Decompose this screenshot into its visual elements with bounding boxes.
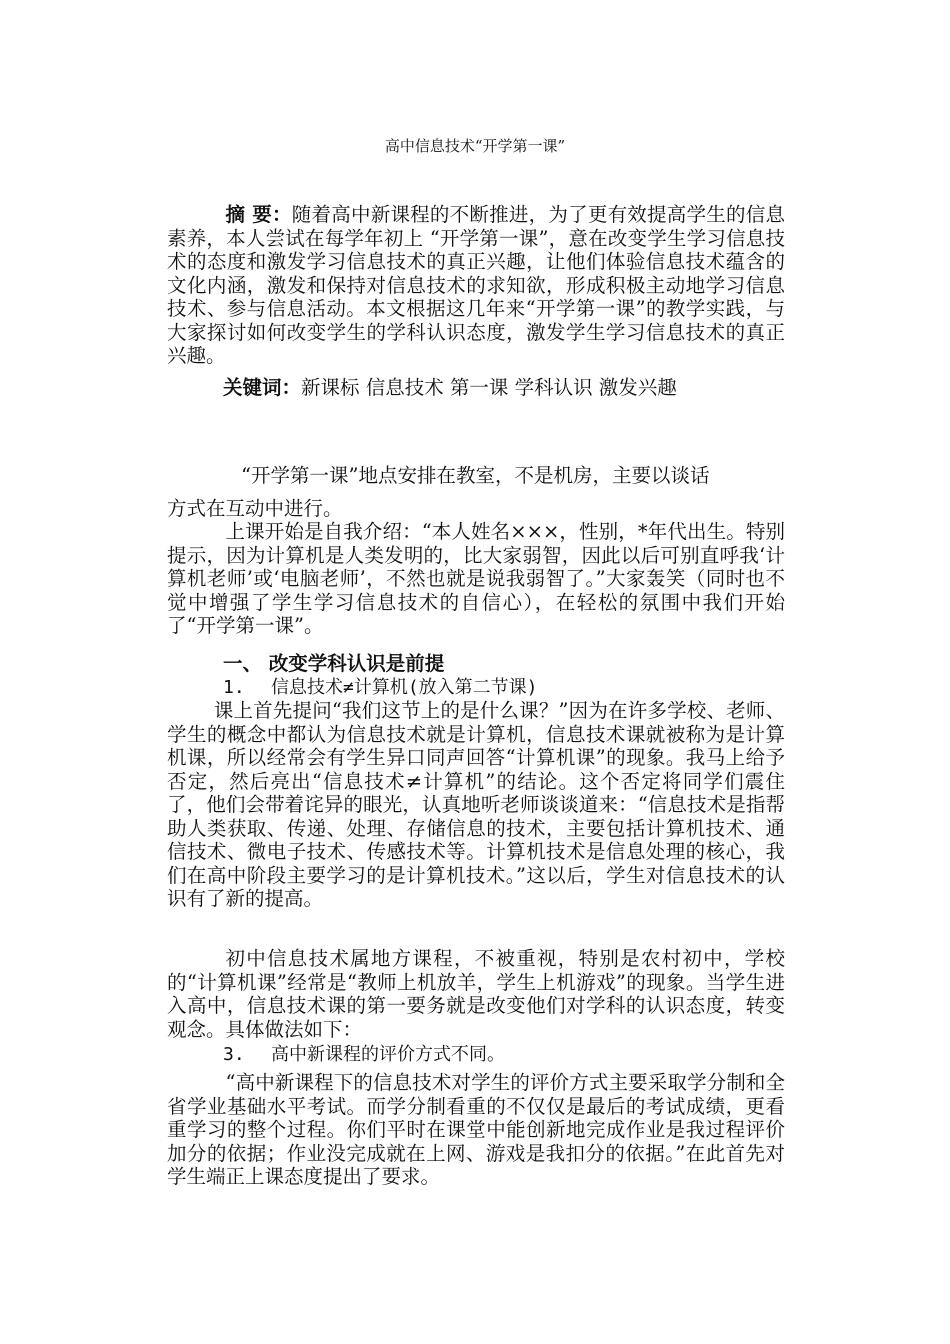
body-paragraph-2: 初中信息技术属地方课程，不被重视，特别是农村初中，学校的“计算机课”经常是“教师上机放羊，学生上机游戏”的现象。当学生进入高中，信息技术课的第一要务就是改变他们对学科的认识态度，转变观念。具体做法如下： [167,947,785,1041]
abstract-paragraph [167,203,785,368]
section-heading-1: 一、 改变学科认识是前提 [223,652,445,675]
abstract-label: 摘 要： [225,203,292,226]
intro-line-1: “开学第一课”地点安排在教室，不是机房，主要以谈话 [241,464,710,487]
item-number: 1. [223,677,245,698]
item-text: 高中新课程的评价方式不同。 [271,1044,505,1065]
item-number: 3. [223,1044,245,1065]
abstract-text: 随着高中新课程的不断推进，为了更有效提高学生的信息素养，本人尝试在每学年初上 “开学第一课”，意在改变学生学习信息技术的态度和激发学习信息技术的真正兴趣，让他们体验信息技术蕴含的文化内涵，激发和保持对信息技术的求知欲，形成积极主动地学习信息技术、参与信息活动。本文根据这几年来“开学第一课”的教学实践，与大家探讨如何改变学生的学科认识态度，激发学生学习信息技术的真正兴趣。 [167,203,785,367]
item-text: 信息技术≠计算机(放入第二节课) [271,677,538,698]
keywords-line [223,376,823,400]
numbered-item-3 [223,1043,783,1067]
keywords-label: 关键词： [223,376,302,399]
body-paragraph-1: 课上首先提问“我们这节上的是什么课？”因为在许多学校、老师、学生的概念中都认为信息技术就是计算机，信息技术课就被称为是计算机课，所以经常会有学生异口同声回答“计算机课”的现象。我马上给予否定，然后亮出“信息技术≠计算机”的结论。这个否定将同学们震住了，他们会带着诧异的眼光，认真地听老师谈谈道来：“信息技术是指帮助人类获取、传递、处理、存储信息的技术，主要包括计算机技术、通信技术、微电子技术、传感技术等。计算机技术是信息处理的核心，我们在高中阶段主要学习的是计算机技术。”这以后，学生对信息技术的认识有了新的提高。 [167,699,785,910]
intro-line-2: 方式在互动中进行。 [167,497,343,520]
self-intro-paragraph: 上课开始是自我介绍：“本人姓名×××，性别，*年代出生。特别提示，因为计算机是人类发明的，比大家弱智，因此以后可别直呼我‘计算机老师’或‘电脑老师’，不然也就是说我弱智了。”大家轰笑（同时也不觉中增强了学生学习信息技术的自信心），在轻松的氛围中我们开始了“开学第一课”。 [167,520,785,637]
document-title: 高中信息技术“开学第一课” [384,137,566,155]
numbered-item-1 [223,676,783,700]
body-paragraph-3: “高中新课程下的信息技术对学生的评价方式主要采取学分制和全省学业基础水平考试。而学分制看重的不仅仅是最后的考试成绩，更看重学习的整个过程。你们平时在课堂中能创新地完成作业是我过程评价加分的依据；作业没完成就在上网、游戏是我扣分的依据。”在此首先对学生端正上课态度提出了要求。 [167,1071,785,1188]
keywords-text: 新课标 信息技术 第一课 学科认识 激发兴趣 [301,376,677,399]
